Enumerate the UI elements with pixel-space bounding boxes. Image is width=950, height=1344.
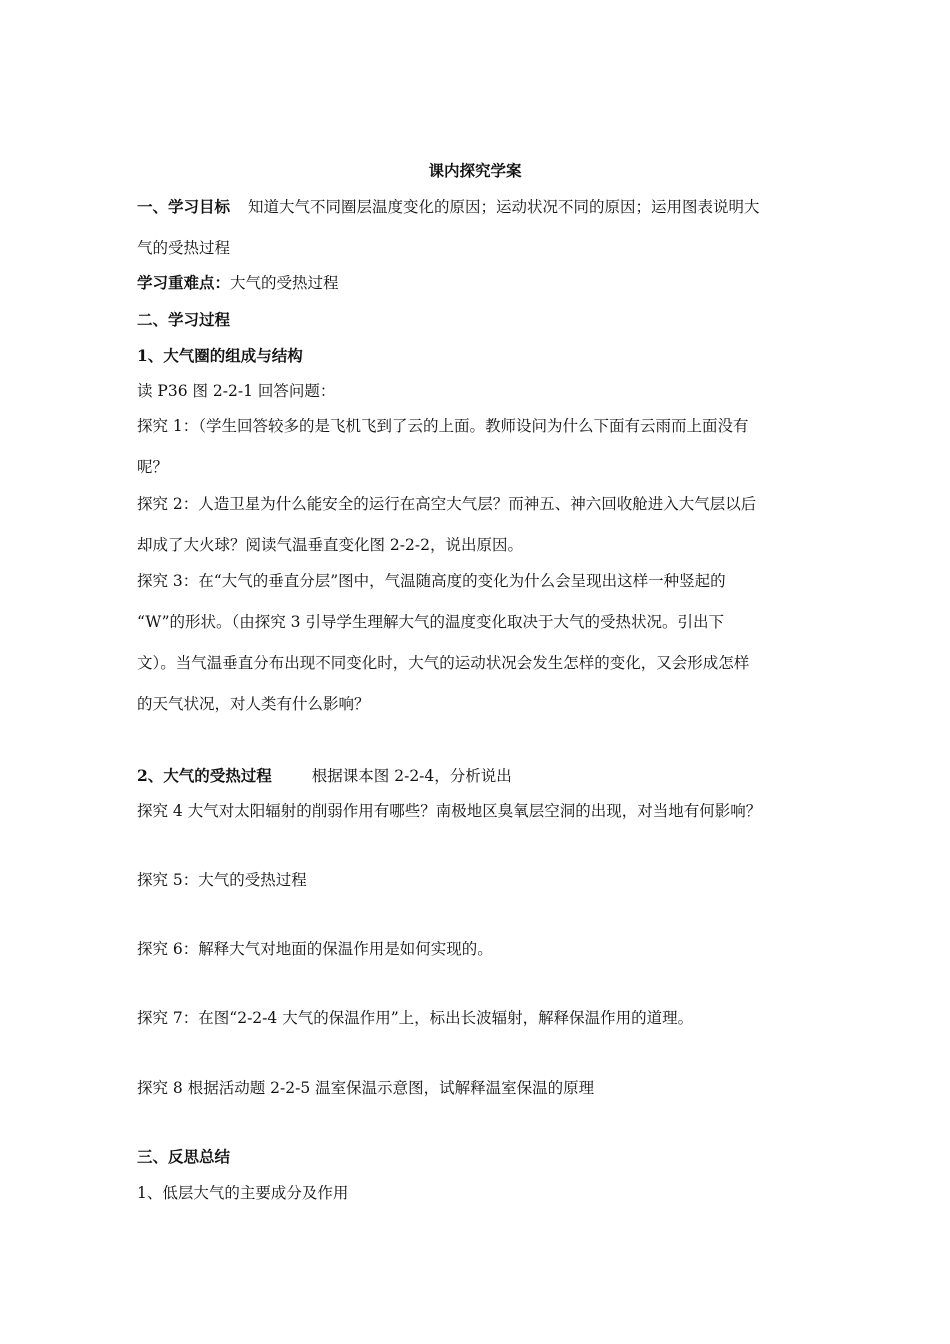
subsection-1-heading: 1、大气圈的组成与结构 xyxy=(137,346,303,365)
explore-2-line1: 探究 2：人造卫星为什么能安全的运行在高空大气层？而神五、神六回收舱进入大气层以后 xyxy=(137,495,757,513)
explore-1-line1: 探究 1：（学生回答较多的是飞机飞到了云的上面。教师设问为什么下面有云雨而上面没有 xyxy=(137,417,749,435)
key-points-label: 学习重难点： xyxy=(137,273,231,292)
objectives-text-line1: 知道大气不同圈层温度变化的原因；运动状况不同的原因；运用图表说明大 xyxy=(248,198,760,216)
key-points-text: 大气的受热过程 xyxy=(230,274,339,292)
explore-3-line4: 的天气状况，对人类有什么影响？ xyxy=(137,695,370,713)
explore-8: 探究 8 根据活动题 2-2-5 温室保温示意图，试解释温室保温的原理 xyxy=(137,1079,595,1097)
reflection-heading: 三、反思总结 xyxy=(137,1147,231,1166)
explore-3-line2: “W”的形状。（由探究 3 引导学生理解大气的温度变化取决于大气的受热状况。引出下 xyxy=(137,613,724,631)
explore-1-line2: 呢？ xyxy=(137,458,169,476)
explore-3-line1: 探究 3：在“大气的垂直分层”图中，气温随高度的变化为什么会呈现出这样一种竖起的 xyxy=(137,572,726,590)
subsection-2-heading: 2、大气的受热过程 xyxy=(137,766,272,785)
explore-7: 探究 7：在图“2-2-4 大气的保温作用”上，标出长波辐射，解释保温作用的道理。 xyxy=(137,1009,694,1027)
process-heading: 二、学习过程 xyxy=(137,310,231,329)
explore-2-line2: 却成了大火球？阅读气温垂直变化图 2-2-2，说出原因。 xyxy=(137,536,523,554)
explore-4: 探究 4 大气对太阳辐射的削弱作用有哪些？南极地区臭氧层空洞的出现，对当地有何影响？ xyxy=(137,802,762,820)
reflection-item-1: 1、低层大气的主要成分及作用 xyxy=(137,1184,349,1202)
read-instruction: 读 P36 图 2-2-1 回答问题： xyxy=(137,382,336,400)
key-points-line xyxy=(137,272,817,294)
subsection-2-line xyxy=(137,765,817,787)
subsection-2-text: 根据课本图 2-2-4，分析说出 xyxy=(311,767,512,785)
explore-3-line3: 文）。当气温垂直分布出现不同变化时，大气的运动状况会发生怎样的变化，又会形成怎样 xyxy=(137,654,750,672)
objectives-heading: 一、学习目标 xyxy=(137,197,231,216)
page-title: 课内探究学案 xyxy=(428,161,522,180)
explore-5: 探究 5：大气的受热过程 xyxy=(137,871,307,889)
objectives-line xyxy=(137,196,817,218)
explore-6: 探究 6：解释大气对地面的保温作用是如何实现的。 xyxy=(137,940,493,958)
objectives-text-line2: 气的受热过程 xyxy=(137,239,231,257)
